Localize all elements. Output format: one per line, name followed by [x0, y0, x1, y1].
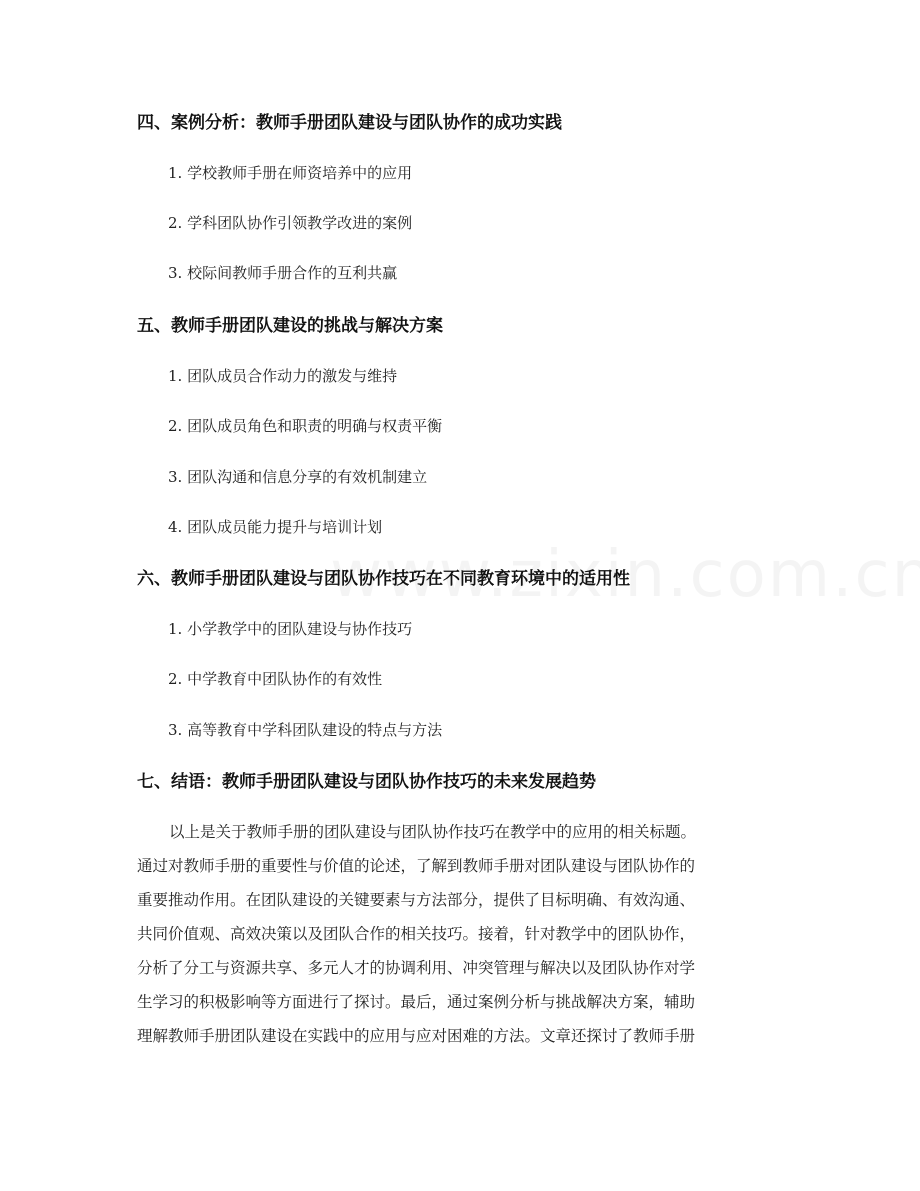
conclusion-paragraph	[137, 815, 785, 1053]
section-4-item-2: 2. 学科团队协作引领教学改进的案例	[168, 214, 413, 232]
section-5-item-3: 3. 团队沟通和信息分享的有效机制建立	[168, 468, 428, 486]
section-5-item-2: 2. 团队成员角色和职责的明确与权责平衡	[168, 417, 443, 435]
paragraph-line: 通过对教师手册的重要性与价值的论述，了解到教师手册对团队建设与团队协作的	[137, 857, 696, 875]
section-6-item-3: 3. 高等教育中学科团队建设的特点与方法	[168, 721, 443, 739]
paragraph-line: 分析了分工与资源共享、多元人才的协调利用、冲突管理与解决以及团队协作对学	[137, 959, 696, 977]
paragraph-line: 理解教师手册团队建设在实践中的应用与应对困难的方法。文章还探讨了教师手册	[137, 1027, 696, 1045]
section-4-item-3: 3. 校际间教师手册合作的互利共赢	[168, 264, 398, 282]
paragraph-line: 以上是关于教师手册的团队建设与团队协作技巧在教学中的应用的相关标题。	[169, 823, 697, 841]
section-heading-7: 七、结语：教师手册团队建设与团队协作技巧的未来发展趋势	[137, 772, 596, 792]
paragraph-line: 重要推动作用。在团队建设的关键要素与方法部分，提供了目标明确、有效沟通、	[137, 891, 696, 909]
section-heading-6: 六、教师手册团队建设与团队协作技巧在不同教育环境中的适用性	[137, 569, 630, 589]
paragraph-line: 生学习的积极影响等方面进行了探讨。最后，通过案例分析与挑战解决方案，辅助	[137, 993, 696, 1011]
section-6-item-2: 2. 中学教育中团队协作的有效性	[168, 670, 383, 688]
section-heading-5: 五、教师手册团队建设的挑战与解决方案	[137, 316, 443, 336]
paragraph-line: 共同价值观、高效决策以及团队合作的相关技巧。接着，针对教学中的团队协作，	[137, 925, 696, 943]
section-6-item-1: 1. 小学教学中的团队建设与协作技巧	[168, 620, 413, 638]
section-4-item-1: 1. 学校教师手册在师资培养中的应用	[168, 164, 413, 182]
section-heading-4: 四、案例分析：教师手册团队建设与团队协作的成功实践	[137, 113, 562, 133]
section-5-item-1: 1. 团队成员合作动力的激发与维持	[168, 367, 398, 385]
section-5-item-4: 4. 团队成员能力提升与培训计划	[168, 518, 383, 536]
